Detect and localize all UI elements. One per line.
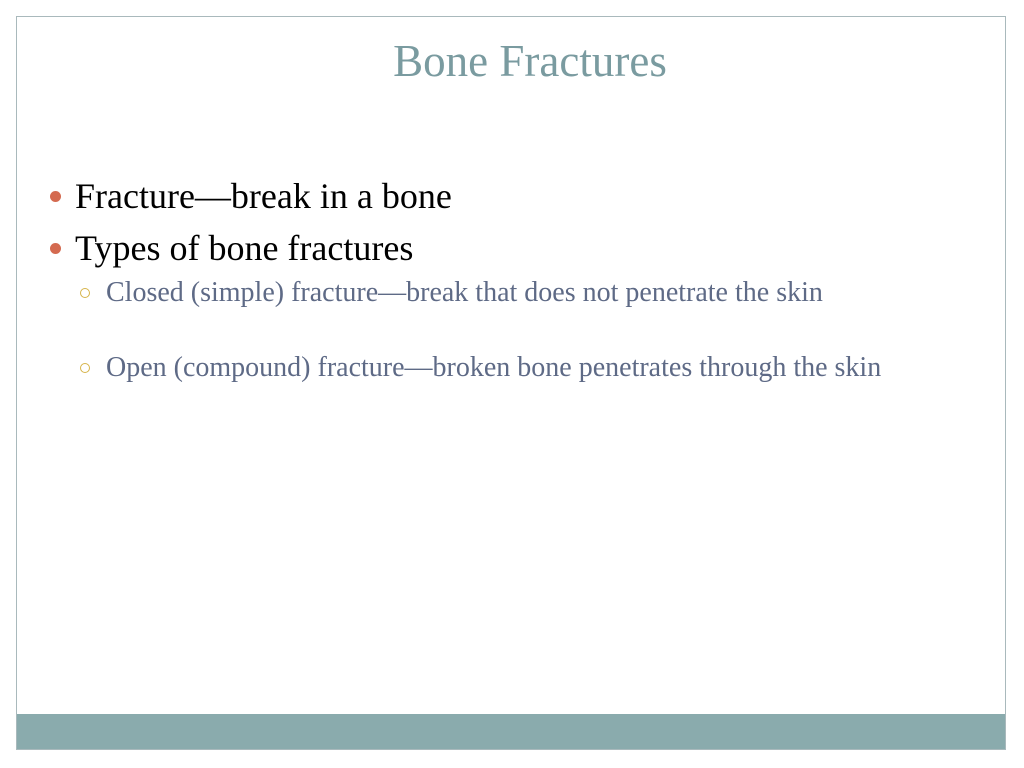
bullet-item: Types of bone fractures [75,228,414,268]
slide-title: Bone Fractures [393,36,667,86]
footer-bar [17,714,1005,749]
bullet-dot-icon [50,243,61,254]
bullet-dot-icon [50,191,61,202]
sub-bullet-item: Open (compound) fracture—broken bone penetrates through the skin [106,352,882,383]
bullet-item: Fracture—break in a bone [75,176,452,216]
sub-bullet-ring-icon [80,363,90,373]
sub-bullet-item: Closed (simple) fracture—break that does not penetrate the skin [106,277,823,308]
slide-frame [16,16,1006,750]
sub-bullet-ring-icon [80,288,90,298]
